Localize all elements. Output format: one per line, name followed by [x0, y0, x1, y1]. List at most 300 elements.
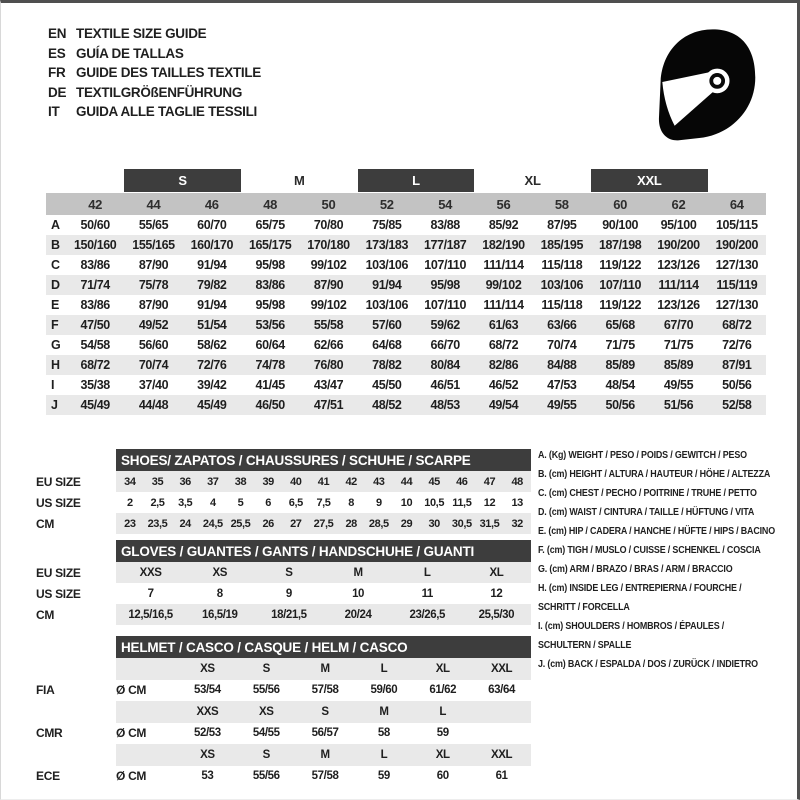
- legend-item-e: [538, 522, 775, 541]
- size-value: 87/90: [138, 258, 169, 272]
- gloves-row-us-size: [36, 583, 531, 604]
- legend-key: G.: [538, 563, 550, 575]
- legend-text: SHOULDERS / HOMBROS / ÉPAULES /: [565, 620, 725, 632]
- shoes-value: 36: [171, 471, 199, 492]
- size-value: 111/114: [658, 278, 699, 292]
- size-value: 68/72: [80, 358, 110, 372]
- unit-spacer: [116, 701, 178, 723]
- shoes-value: 9: [375, 496, 382, 509]
- shoes-row-us-size: [36, 492, 531, 513]
- language-title: GUIDA ALLE TAGLIE TESSILI: [76, 104, 257, 120]
- textile-row-j: [46, 395, 766, 415]
- shoes-value: 40: [282, 471, 310, 492]
- size-value: 119/122: [599, 298, 641, 312]
- shoes-table-title: SHOES/ ZAPATOS / CHAUSSURES / SCHUHE / SCARPE: [116, 449, 531, 471]
- helmet-size-value: 61/62: [429, 684, 457, 697]
- gloves-table-title: GLOVES / GUANTES / GANTS / HANDSCHUHE / GUANTI: [116, 540, 531, 562]
- shoes-value: 41: [310, 471, 338, 492]
- size-value: 45/49: [197, 398, 227, 412]
- legend-item-d: [538, 503, 756, 522]
- helmet-size-label: XXL: [472, 658, 531, 680]
- size-value: 99/102: [310, 258, 347, 272]
- row-label-spacer: [36, 658, 116, 680]
- legend-unit: (cm): [544, 620, 566, 632]
- helmet-size-label: M: [296, 658, 355, 680]
- size-value: 74/78: [255, 358, 285, 372]
- size-value: 75/78: [138, 278, 169, 292]
- size-value: 50/60: [80, 218, 110, 232]
- legend-unit: (Kg): [548, 449, 569, 461]
- helmet-size-value: 60: [436, 770, 449, 783]
- size-value: 66/70: [430, 338, 460, 352]
- language-code: FR: [48, 65, 66, 81]
- helmet-rows: [36, 658, 531, 787]
- helmet-size-label: L: [413, 701, 472, 723]
- size-value: 45/50: [372, 378, 402, 392]
- unit-spacer: [116, 744, 178, 766]
- diameter-cm-label: Ø CM: [116, 769, 147, 784]
- size-number: 64: [729, 196, 744, 212]
- row-letter: B: [51, 238, 61, 252]
- size-value: 55/65: [138, 218, 169, 232]
- language-code: EN: [48, 26, 67, 42]
- helmet-size-value: 57/58: [311, 684, 339, 697]
- size-value: 107/110: [424, 258, 466, 272]
- gloves-value: XL: [462, 562, 531, 583]
- legend-item-j: [538, 655, 756, 674]
- size-value: 185/195: [540, 238, 584, 252]
- gloves-value: M: [323, 562, 392, 583]
- shoes-value: 45: [420, 471, 448, 492]
- helmet-size-value: 53: [201, 770, 214, 783]
- size-number: 52: [379, 196, 394, 212]
- size-value: 115/118: [541, 298, 583, 312]
- size-value: 63/66: [547, 318, 577, 332]
- shoes-value: 32: [503, 513, 531, 534]
- size-value: 160/170: [190, 238, 234, 252]
- size-value: 85/89: [663, 358, 694, 372]
- helmet-size-value: 59/60: [370, 684, 398, 697]
- legend-unit: (cm): [549, 563, 570, 575]
- gloves-value: XS: [185, 562, 254, 583]
- size-number-row: [46, 193, 766, 215]
- helmet-size-label-row-fia: [36, 658, 531, 680]
- legend-key: C.: [538, 487, 549, 499]
- gloves-title-row: [36, 540, 531, 562]
- language-title: GUIDE DES TAILLES TEXTILE: [76, 65, 262, 81]
- size-value: 71/75: [605, 338, 635, 352]
- row-label: US SIZE: [36, 495, 81, 510]
- shoes-value: 13: [511, 496, 523, 509]
- shoes-value: 30,5: [448, 513, 476, 534]
- row-letter: G: [51, 338, 61, 352]
- size-value: 123/126: [657, 298, 700, 312]
- size-value: 115/119: [716, 278, 758, 292]
- size-value: 47/50: [80, 318, 110, 332]
- legend-item-b: [538, 465, 771, 484]
- shoes-value: 24,5: [199, 513, 227, 534]
- size-value: 83/88: [430, 218, 460, 232]
- row-letter: E: [51, 298, 60, 312]
- size-value: 51/56: [663, 398, 694, 412]
- size-number: 42: [88, 196, 103, 212]
- size-value: 95/98: [255, 298, 285, 312]
- legend-unit: (cm): [548, 525, 569, 537]
- size-value: 173/183: [365, 238, 409, 252]
- gloves-value: 23/26,5: [393, 604, 462, 625]
- shoes-value: 6: [265, 496, 272, 509]
- helmet-size-label: M: [354, 701, 413, 723]
- gloves-value: 11: [421, 587, 433, 600]
- textile-row-d: [46, 275, 766, 295]
- size-value: 87/91: [722, 358, 752, 372]
- legend-text: HEIGHT / ALTURA / HAUTEUR / HÖHE / ALTEZZA: [569, 468, 771, 480]
- legend-unit: (cm): [548, 506, 570, 518]
- standard-label: CMR: [36, 726, 63, 741]
- size-value: 99/102: [310, 298, 347, 312]
- size-value: 68/72: [722, 318, 752, 332]
- gloves-value: 9: [285, 587, 292, 600]
- size-value: 48/52: [372, 398, 402, 412]
- standard-label: ECE: [36, 769, 60, 784]
- size-value: 127/130: [715, 298, 759, 312]
- language-row: [48, 44, 261, 64]
- language-code: DE: [48, 84, 67, 100]
- row-label: CM: [36, 607, 55, 622]
- size-group-s: S: [124, 169, 241, 192]
- size-group-header-row: [46, 169, 766, 192]
- size-value: 76/80: [313, 358, 344, 372]
- shoes-value: 42: [337, 471, 365, 492]
- size-value: 103/106: [365, 298, 409, 312]
- gloves-value: 20/24: [323, 604, 392, 625]
- size-value: 70/74: [547, 338, 577, 352]
- shoes-value: 47: [476, 471, 504, 492]
- language-code: ES: [48, 45, 66, 61]
- row-label: EU SIZE: [36, 565, 81, 580]
- size-value: 72/76: [197, 358, 227, 372]
- shoes-value: 10,5: [424, 496, 445, 509]
- textile-row-f: [46, 315, 766, 335]
- legend-item-continuation: SCHULTERN / SPALLE: [538, 639, 632, 651]
- size-value: 53/56: [255, 318, 285, 332]
- size-value: 111/114: [483, 298, 524, 312]
- row-label: EU SIZE: [36, 474, 81, 489]
- shoes-value: 46: [448, 471, 476, 492]
- helmet-size-table: [36, 636, 531, 787]
- size-value: 47/51: [313, 398, 344, 412]
- size-value: 83/86: [255, 278, 285, 292]
- textile-row-b: [46, 235, 766, 255]
- size-number: 48: [263, 196, 278, 212]
- size-value: 87/95: [547, 218, 577, 232]
- size-group-l: L: [358, 169, 475, 192]
- size-value: 71/74: [80, 278, 110, 292]
- size-value: 123/126: [657, 258, 700, 272]
- size-number: 44: [146, 196, 161, 212]
- shoes-value: 28: [337, 513, 365, 534]
- gloves-value: 8: [216, 587, 223, 600]
- helmet-size-label: S: [296, 701, 355, 723]
- size-group-m: M: [294, 173, 305, 188]
- shoes-value: 11,5: [452, 496, 472, 509]
- size-value: 37/40: [138, 378, 169, 392]
- helmet-size-value: 53/54: [194, 684, 221, 697]
- language-title: TEXTILE SIZE GUIDE: [76, 26, 207, 42]
- helmet-size-label: XL: [413, 658, 472, 680]
- shoes-value: 44: [393, 471, 421, 492]
- legend-key: A.: [538, 449, 549, 461]
- size-value: 75/85: [372, 218, 402, 232]
- row-letter: A: [51, 218, 61, 232]
- spacer: [36, 540, 116, 562]
- size-value: 103/106: [540, 278, 584, 292]
- standard-label: FIA: [36, 683, 55, 698]
- helmet-size-label-row-cmr: [36, 701, 531, 723]
- size-value: 41/45: [255, 378, 285, 392]
- size-number: 62: [671, 196, 686, 212]
- size-value: 60/70: [197, 218, 227, 232]
- gloves-value: S: [254, 562, 323, 583]
- legend-key: J.: [538, 658, 548, 670]
- size-value: 78/82: [372, 358, 402, 372]
- size-number: 46: [204, 196, 219, 212]
- size-value: 48/53: [430, 398, 460, 412]
- shoes-value: 23,5: [144, 513, 172, 534]
- helmet-value-row-cmr: [36, 723, 531, 745]
- size-value: 48/54: [605, 378, 635, 392]
- size-value: 150/160: [73, 238, 117, 252]
- textile-row-a: [46, 215, 766, 235]
- row-letter: J: [51, 398, 58, 412]
- legend-text: BACK / ESPALDA / DOS / ZURÜCK / INDIETRO: [567, 658, 758, 670]
- size-value: 57/60: [372, 318, 402, 332]
- gloves-value: 25,5/30: [462, 604, 531, 625]
- helmet-size-label: S: [237, 744, 296, 766]
- size-value: 111/114: [483, 258, 524, 272]
- shoes-value: 43: [365, 471, 393, 492]
- textile-row-g: [46, 335, 766, 355]
- shoes-value: 2: [126, 496, 133, 509]
- textile-row-i: [46, 375, 766, 395]
- size-value: 59/62: [430, 318, 460, 332]
- shoes-value: 3,5: [178, 496, 193, 509]
- size-value: 91/94: [197, 298, 227, 312]
- size-value: 61/63: [488, 318, 519, 332]
- size-value: 155/165: [132, 238, 175, 252]
- shoes-value: 8: [348, 496, 355, 509]
- legend-item-a: [538, 446, 756, 465]
- shoes-value: 29: [393, 513, 421, 534]
- size-value: 187/198: [598, 238, 642, 252]
- size-value: 70/74: [138, 358, 169, 372]
- legend-unit: (cm): [548, 582, 570, 594]
- language-row: [48, 63, 261, 83]
- helmet-value-row-fia: [36, 680, 531, 702]
- size-value: 165/175: [248, 238, 292, 252]
- size-value: 49/55: [547, 398, 577, 412]
- size-value: 99/102: [485, 278, 522, 292]
- helmet-size-label: S: [237, 658, 296, 680]
- size-value: 65/68: [605, 318, 635, 332]
- size-value: 46/51: [430, 378, 460, 392]
- helmet-size-value: 55/56: [252, 770, 280, 783]
- shoes-value: 39: [254, 471, 282, 492]
- size-value: 43/47: [313, 378, 344, 392]
- legend-item-i: [538, 617, 756, 636]
- helmet-size-value: 61: [495, 770, 508, 783]
- textile-row-c: [46, 255, 766, 275]
- spacer: [36, 636, 116, 658]
- shoes-rows: [36, 471, 531, 534]
- helmet-title-row: [36, 636, 531, 658]
- size-value: 119/122: [599, 258, 641, 272]
- helmet-size-value: [472, 723, 531, 745]
- size-value: 95/98: [255, 258, 285, 272]
- size-value: 39/42: [197, 378, 227, 392]
- helmet-size-label: L: [354, 744, 413, 766]
- size-number-spacer: [46, 193, 66, 215]
- size-value: 83/86: [80, 298, 110, 312]
- shoes-size-table: [36, 449, 531, 534]
- shoes-value: 27: [282, 513, 310, 534]
- size-value: 95/98: [430, 278, 460, 292]
- legend-key: E.: [538, 525, 549, 537]
- size-value: 95/100: [660, 218, 697, 232]
- legend-item-f: [538, 541, 761, 560]
- shoes-value: 5: [237, 496, 244, 509]
- size-value: 71/75: [663, 338, 694, 352]
- size-value: 170/180: [307, 238, 350, 252]
- size-value: 49/52: [138, 318, 169, 332]
- legend-text: WAIST / CINTURA / TAILLE / HÜFTUNG / VITA: [569, 506, 755, 518]
- size-value: 62/66: [313, 338, 344, 352]
- size-number: 54: [438, 196, 453, 212]
- size-value: 190/200: [657, 238, 700, 252]
- shoes-value: 35: [144, 471, 172, 492]
- size-value: 65/75: [255, 218, 285, 232]
- language-title: GUÍA DE TALLAS: [76, 45, 184, 61]
- size-value: 50/56: [605, 398, 635, 412]
- spacer: [36, 449, 116, 471]
- language-title-list: [48, 24, 261, 122]
- size-value: 107/110: [599, 278, 641, 292]
- legend-text: WEIGHT / PESO / POIDS / GEWITCH / PESO: [568, 449, 747, 461]
- shoes-value: 4: [209, 496, 216, 509]
- helmet-size-label: L: [354, 658, 413, 680]
- language-row: [48, 83, 261, 103]
- shoes-value: 23: [116, 513, 144, 534]
- helmet-size-label: M: [296, 744, 355, 766]
- shoes-value: 30: [420, 513, 448, 534]
- helmet-size-value: 55/56: [252, 684, 280, 697]
- size-value: 80/84: [430, 358, 460, 372]
- legend-item-h: [538, 579, 756, 598]
- size-value: 87/90: [313, 278, 344, 292]
- size-value: 85/92: [488, 218, 519, 232]
- textile-row-e: [46, 295, 766, 315]
- shoes-value: 10: [400, 496, 413, 509]
- legend-text: HIP / CADERA / HANCHE / HÜFTE / HIPS / BACINO: [568, 525, 775, 537]
- gloves-value: 7: [147, 587, 154, 600]
- size-value: 47/53: [547, 378, 577, 392]
- helmet-size-value: 54/55: [252, 727, 280, 740]
- size-value: 182/190: [482, 238, 525, 252]
- size-value: 44/48: [138, 398, 169, 412]
- size-value: 58/62: [197, 338, 227, 352]
- size-number: 50: [321, 196, 336, 212]
- helmet-size-value: 59: [436, 727, 449, 740]
- gloves-value: 16,5/19: [185, 604, 254, 625]
- row-letter: F: [51, 318, 59, 332]
- shoes-value: 37: [199, 471, 227, 492]
- size-value: 177/187: [423, 238, 467, 252]
- legend-text: INSIDE LEG / ENTREPIERNA / FOURCHE /: [569, 582, 742, 594]
- size-value: 82/86: [488, 358, 519, 372]
- size-value: 79/82: [197, 278, 227, 292]
- shoes-value: 24: [171, 513, 199, 534]
- shoes-value: 26: [254, 513, 282, 534]
- size-value: 49/55: [663, 378, 694, 392]
- measurement-legend: [538, 446, 794, 674]
- legend-text: ARM / BRAZO / BRAS / ARM / BRACCIO: [569, 563, 733, 575]
- helmet-size-value: 58: [377, 727, 390, 740]
- shoes-value: 12: [483, 496, 496, 509]
- size-value: 55/58: [313, 318, 344, 332]
- row-letter: H: [51, 358, 61, 372]
- helmet-size-value: 57/58: [311, 770, 339, 783]
- gloves-value: 10: [352, 587, 365, 600]
- legend-key: I.: [538, 620, 545, 632]
- size-value: 50/56: [722, 378, 752, 392]
- size-number: 60: [613, 196, 628, 212]
- size-group-xl: XL: [524, 173, 541, 188]
- size-group-xxl: XXL: [591, 169, 708, 192]
- size-value: 35/38: [80, 378, 110, 392]
- helmet-icon: [650, 26, 762, 147]
- shoes-value: 2,5: [150, 496, 165, 509]
- gloves-value: XXS: [116, 562, 185, 583]
- row-letter: D: [51, 278, 61, 292]
- row-label: US SIZE: [36, 586, 81, 601]
- size-value: 60/64: [255, 338, 285, 352]
- size-value: 46/50: [255, 398, 285, 412]
- shoes-value: 28,5: [365, 513, 393, 534]
- row-label-spacer: [36, 744, 116, 766]
- legend-text: TIGH / MUSLO / CUISSE / SCHENKEL / COSCIA: [567, 544, 761, 556]
- size-value: 190/200: [715, 238, 759, 252]
- shoes-value: 34: [116, 471, 144, 492]
- legend-key: H.: [538, 582, 549, 594]
- size-number: 58: [554, 196, 569, 212]
- size-value: 103/106: [365, 258, 409, 272]
- helmet-size-label: XXS: [178, 701, 237, 723]
- size-value: 68/72: [488, 338, 519, 352]
- helmet-size-label: XS: [178, 658, 237, 680]
- shoes-row-eu-size: [36, 471, 531, 492]
- size-value: 46/52: [488, 378, 519, 392]
- helmet-size-label: XXL: [472, 744, 531, 766]
- textile-size-table: [46, 169, 766, 415]
- helmet-size-value: 52/53: [194, 727, 221, 740]
- size-value: 84/88: [547, 358, 577, 372]
- gloves-rows: [36, 562, 531, 625]
- legend-unit: (cm): [548, 487, 570, 499]
- shoes-value: 38: [227, 471, 255, 492]
- legend-unit: (cm): [548, 468, 570, 480]
- language-title: TEXTILGRÖßENFÜHRUNG: [76, 84, 243, 100]
- gloves-size-table: [36, 540, 531, 625]
